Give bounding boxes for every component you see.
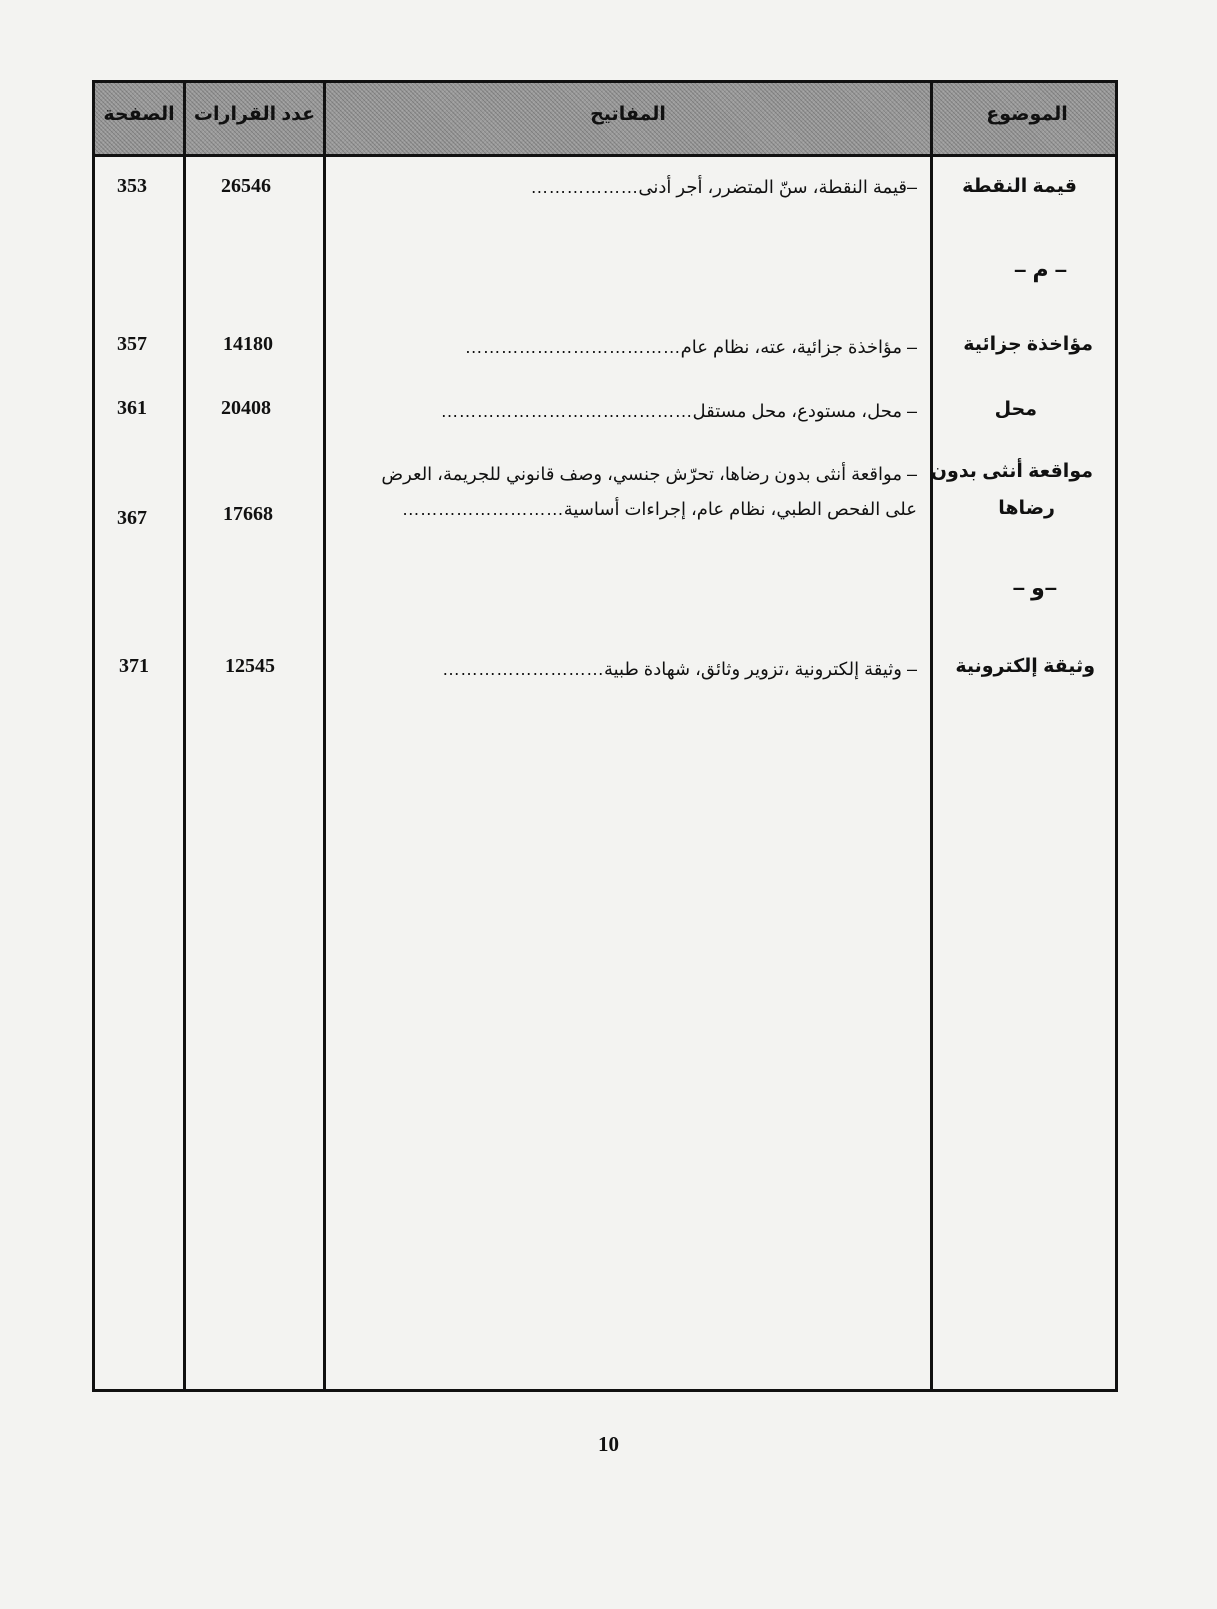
header-subject: الموضوع [986, 104, 1068, 125]
table-row-keywords: – محل، مستودع، محل مستقل…………………………………… [440, 401, 917, 421]
header-page: الصفحة [103, 104, 175, 125]
header-decision-count: عدد القرارات [193, 104, 316, 125]
table-row-count: 14180 [223, 333, 273, 355]
table-row-page: 371 [119, 655, 149, 677]
table-row-subject: قيمة النقطة [962, 176, 1077, 197]
table-row-keywords: –قيمة النقطة، سنّ المتضرر، أجر أدنى……………… [530, 177, 917, 197]
letter-separator: – م – [1014, 257, 1067, 282]
table-row-count: 17668 [223, 503, 273, 525]
table-row-count: 20408 [221, 397, 271, 419]
column-divider [930, 83, 933, 1389]
column-divider [323, 83, 326, 1389]
table-row-count: 12545 [225, 655, 275, 677]
letter-separator: –و – [1012, 575, 1057, 600]
table-row-page: 353 [117, 175, 147, 197]
table-row-keywords: على الفحص الطبي، نظام عام، إجراءات أساسية……………………… [401, 499, 917, 519]
table-row-page: 367 [117, 507, 147, 529]
table-row-page: 361 [117, 397, 147, 419]
table-row-keywords: – وثيقة إلكترونية ،تزوير وثائق، شهادة طبية……………………… [441, 659, 917, 679]
index-table [92, 80, 1118, 1392]
header-keywords: المفاتيح [590, 104, 666, 125]
table-row-subject: مؤاخذة جزائية [963, 334, 1093, 355]
page-number: 10 [598, 1432, 619, 1456]
table-row-subject: وثيقة إلكترونية [955, 656, 1095, 677]
table-row-keywords: – مؤاخذة جزائية، عته، نظام عام……………………………… [464, 337, 917, 357]
table-row-count: 26546 [221, 175, 271, 197]
table-row-subject: محل [994, 399, 1037, 420]
table-row-page: 357 [117, 333, 147, 355]
table-row-keywords: – مواقعة أنثى بدون رضاها، تحرّش جنسي، وصف قانوني للجريمة، العرض [381, 464, 917, 484]
table-row-subject: مواقعة أنثى بدون [930, 461, 1093, 482]
column-divider [183, 83, 186, 1389]
table-row-subject: رضاها [998, 498, 1055, 519]
